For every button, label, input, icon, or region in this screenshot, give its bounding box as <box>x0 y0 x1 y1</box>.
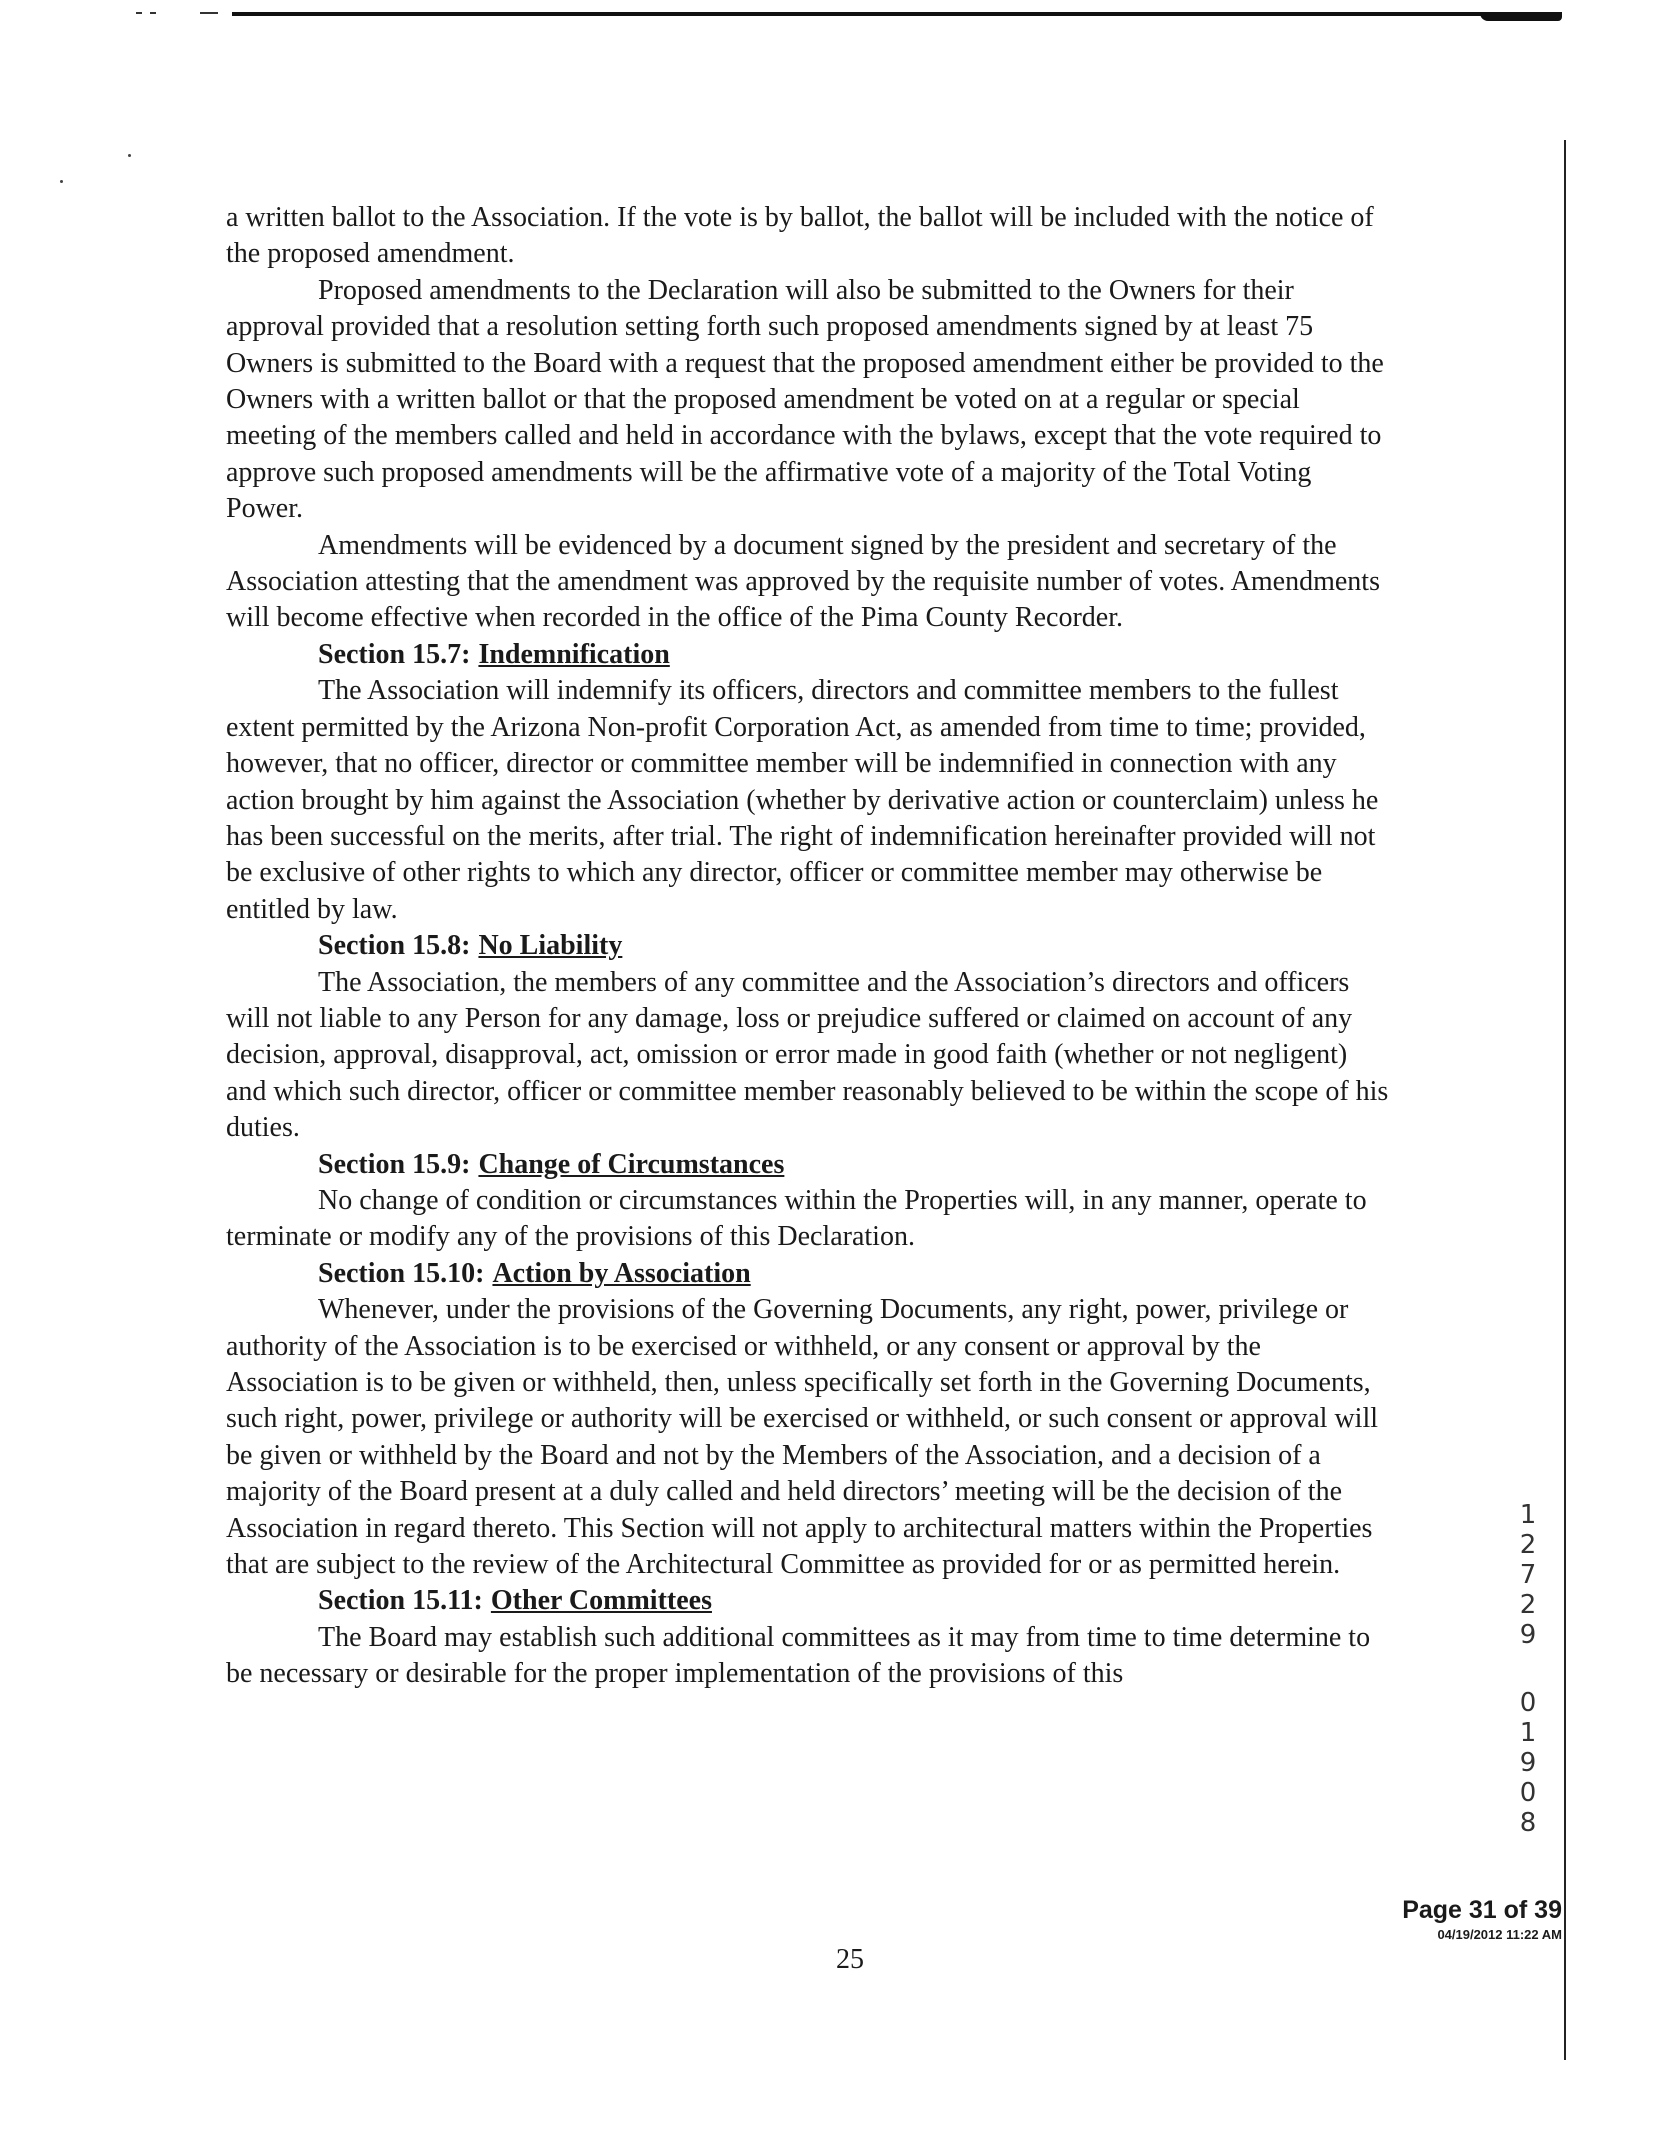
section-title: Change of Circumstances <box>478 1148 785 1180</box>
page-digit: 9 <box>1519 1748 1537 1778</box>
right-margin-rule <box>1564 140 1566 2060</box>
section-text: No change of condition or circumstances within the Properties will, in any manner, operate to terminate or modify any of the provisions of this Declaration. <box>226 1184 1367 1253</box>
docket-digit: 1 <box>1519 1500 1537 1530</box>
docket-digit: 2 <box>1519 1590 1537 1620</box>
page-digit: 0 <box>1519 1778 1537 1808</box>
section-number: Section 15.10: <box>318 1257 485 1289</box>
page-label: Page 31 of 39 <box>1402 1896 1562 1924</box>
section-number: Section 15.8: <box>318 930 471 962</box>
paragraph: Amendments will be evidenced by a document signed by the president and secretary of the Association attesting that the amendment was approved by the requisite number of votes. Amendments will become effective when recorded in the office of the Pima County Recorder. <box>226 529 1380 634</box>
section-text: The Board may establish such additional committees as it may from time to time determine to be necessary or desirable for the proper implementation of the provisions of this <box>226 1621 1371 1690</box>
scan-mark <box>200 12 218 14</box>
docket-digit: 7 <box>1519 1560 1537 1590</box>
section-title: Other Committees <box>490 1585 712 1617</box>
section-number: Section 15.7: <box>318 638 471 670</box>
scan-mark <box>136 12 142 14</box>
section-heading <box>226 1256 1390 1292</box>
document-body <box>226 200 1390 1693</box>
paragraph: Proposed amendments to the Declaration will also be submitted to the Owners for their approval provided that a resolution setting forth such proposed amendments signed by at least 75 Owners is submitted to the Board with a request that the proposed amendment either be provided to the Owners with a written ballot or that the proposed amendment be voted on at a regular or special meeting of the members called and held in accordance with the bylaws, except that the vote required to approve such proposed amendments will be the affirmative vote of a majority of the Total Voting Power. <box>226 274 1384 525</box>
section-title: Action by Association <box>492 1257 751 1289</box>
section-title: Indemnification <box>478 638 670 670</box>
section-text: The Association, the members of any committee and the Association’s directors and officers will not liable to any Person for any damage, loss or prejudice suffered or claimed on account of any decision, approval, disapproval, act, omission or error made in good faith (whether or not negligent) and which such director, officer or committee member reasonably believed to be within the scope of his duties. <box>226 966 1389 1144</box>
top-rule-end <box>1480 12 1562 21</box>
section-title: No Liability <box>478 930 623 962</box>
top-rule <box>232 12 1560 16</box>
section-number: Section 15.9: <box>318 1148 471 1180</box>
section-heading <box>226 928 1390 964</box>
page-digit: 1 <box>1519 1718 1537 1748</box>
section-heading <box>226 637 1390 673</box>
scan-speck <box>128 154 131 157</box>
section-text: Whenever, under the provisions of the Governing Documents, any right, power, privilege or authority of the Association is to be exercised or withheld, or any consent or approval by the Association is to be given or withheld, then, unless specifically set forth in the Governing Documents, such right, power, privilege or authority will be exercised or withheld, or such consent or approval will be given or withheld by the Board and not by the Members of the Association, and a decision of a majority of the Board present at a duly called and held directors’ meeting will be the decision of the Association in regard thereto. This Section will not apply to architectural matters within the Properties that are subject to the review of the Architectural Committee as provided for or as permitted herein. <box>226 1294 1379 1581</box>
scan-speck <box>60 180 63 183</box>
scan-mark <box>150 12 156 14</box>
page-number: 25 <box>836 1944 864 1975</box>
section-number: Section 15.11: <box>318 1585 483 1617</box>
docket-digit: 2 <box>1519 1530 1537 1560</box>
section-heading <box>226 1583 1390 1619</box>
timestamp: 04/19/2012 11:22 AM <box>1437 1927 1562 1942</box>
docket-digit: 9 <box>1519 1620 1537 1650</box>
page-digit: 8 <box>1519 1808 1537 1838</box>
page-digit: 0 <box>1519 1688 1537 1718</box>
recording-stamp <box>1508 1500 1548 1838</box>
paragraph: a written ballot to the Association. If the vote is by ballot, the ballot will be included with the notice of the proposed amendment. <box>226 202 1374 270</box>
section-heading <box>226 1147 1390 1183</box>
section-text: The Association will indemnify its officers, directors and committee members to the fullest extent permitted by the Arizona Non-profit Corporation Act, as amended from time to time; provided, however, that no officer, director or committee member will be indemnified in connection with any action brought by him against the Association (whether by derivative action or counterclaim) unless he has been successful on the merits, after trial. The right of indemnification hereinafter provided will not be exclusive of other rights to which any director, officer or committee member may otherwise be entitled by law. <box>226 675 1379 925</box>
